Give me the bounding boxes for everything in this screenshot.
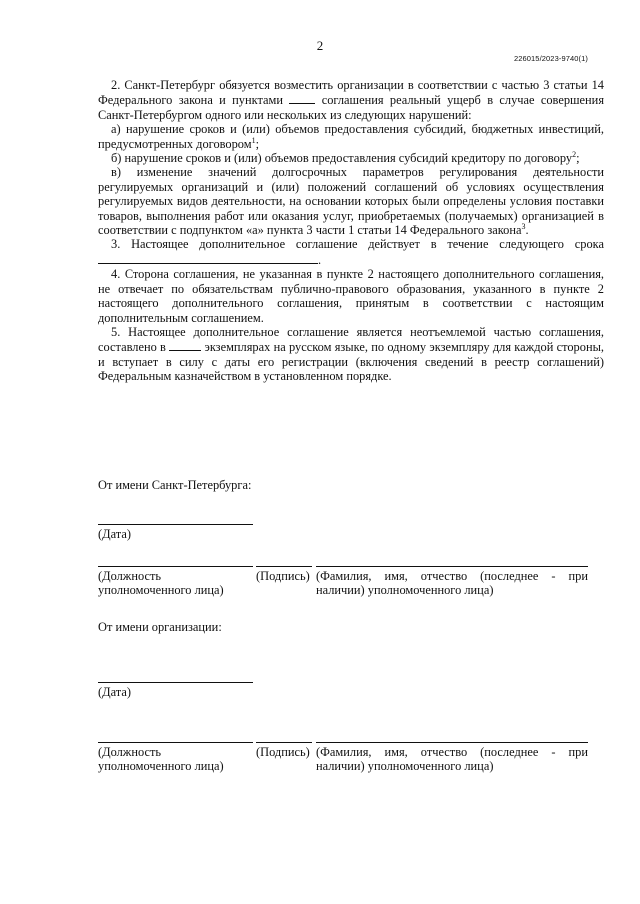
org-position-line — [98, 742, 253, 743]
term-blank — [98, 252, 318, 264]
spb-fio-label: (Фамилия, имя, отчество (последнее - при наличии) уполномоченного лица) — [316, 569, 588, 598]
org-date-line — [98, 682, 253, 683]
spb-fio-line — [316, 566, 588, 567]
spb-signature-heading: От имени Санкт-Петербурга: — [98, 478, 252, 492]
agreement-text — [98, 78, 604, 384]
page-number: 2 — [316, 38, 324, 53]
org-signature-line — [256, 742, 312, 743]
clause-3: 3. Настоящее дополнительное соглашение действует в течение следующего срока . — [98, 237, 604, 267]
spb-signature-label: (Подпись) — [256, 569, 310, 583]
spb-signature-line — [256, 566, 312, 567]
org-fio-label: (Фамилия, имя, отчество (последнее - при наличии) уполномоченного лица) — [316, 745, 588, 774]
spb-date-label: (Дата) — [98, 527, 131, 541]
org-date-label: (Дата) — [98, 685, 131, 699]
clause-2: 2. Санкт-Петербург обязуется возместить организации в соответствии с частью 3 статьи 14 Федерального закона и пунктами соглашения реальный ущерб в случае совершения Санкт-Петербургом одного или нескольких из следующих нарушений: — [98, 78, 605, 122]
document-id: 226015/2023-9740(1) — [513, 54, 588, 63]
clause-5: 5. Настоящее дополнительное соглашение является неотъемлемой частью соглашения, составлено в экземплярах на русском языке, по одному экземпляру для каждой стороны, и вступает в силу с даты его регистрации (включения сведений в реестр соглашений) Федеральным казначейством в установленном порядке. — [98, 324, 604, 384]
clause-2v: в) изменение значений долгосрочных параметров регулирования деятельности регулируемых организаций и (или) положений соглашений об условиях осуществления регулируемых видов деятельности, на основании которых были определены условия поставки товаров, выполнения работ или оказания услуг, приобретаемых (получаемых) организацией в соответствии с подпунктом «а» пункта 3 части 1 статьи 14 Федерального закона$^3$. — [98, 165, 604, 238]
copies-blank — [169, 339, 201, 351]
clause-2b: б) нарушение сроков и (или) объемов предоставления субсидий кредитору по договору$^2$; — [111, 149, 580, 166]
org-position-label: (Должность уполномоченного лица) — [98, 745, 224, 774]
spb-position-label: (Должность уполномоченного лица) — [98, 569, 224, 598]
clause-2a: а) нарушение сроков и (или) объемов предоставления субсидий, бюджетных инвестиций, предусмотренных договором$^1$; — [98, 122, 604, 151]
spb-position-line — [98, 566, 253, 567]
clause-4: 4. Сторона соглашения, не указанная в пункте 2 настоящего дополнительного соглашения, не отвечает по обязательствам публично-правового образования, указанного в пункте 2 настоящего дополнительного соглашения, принятым в соответствии с настоящим дополнительным соглашением. — [98, 267, 604, 325]
org-signature-heading: От имени организации: — [98, 620, 222, 634]
spb-date-line — [98, 524, 253, 525]
org-fio-line — [316, 742, 588, 743]
org-signature-label: (Подпись) — [256, 745, 310, 759]
clause-number-blank — [289, 92, 315, 104]
